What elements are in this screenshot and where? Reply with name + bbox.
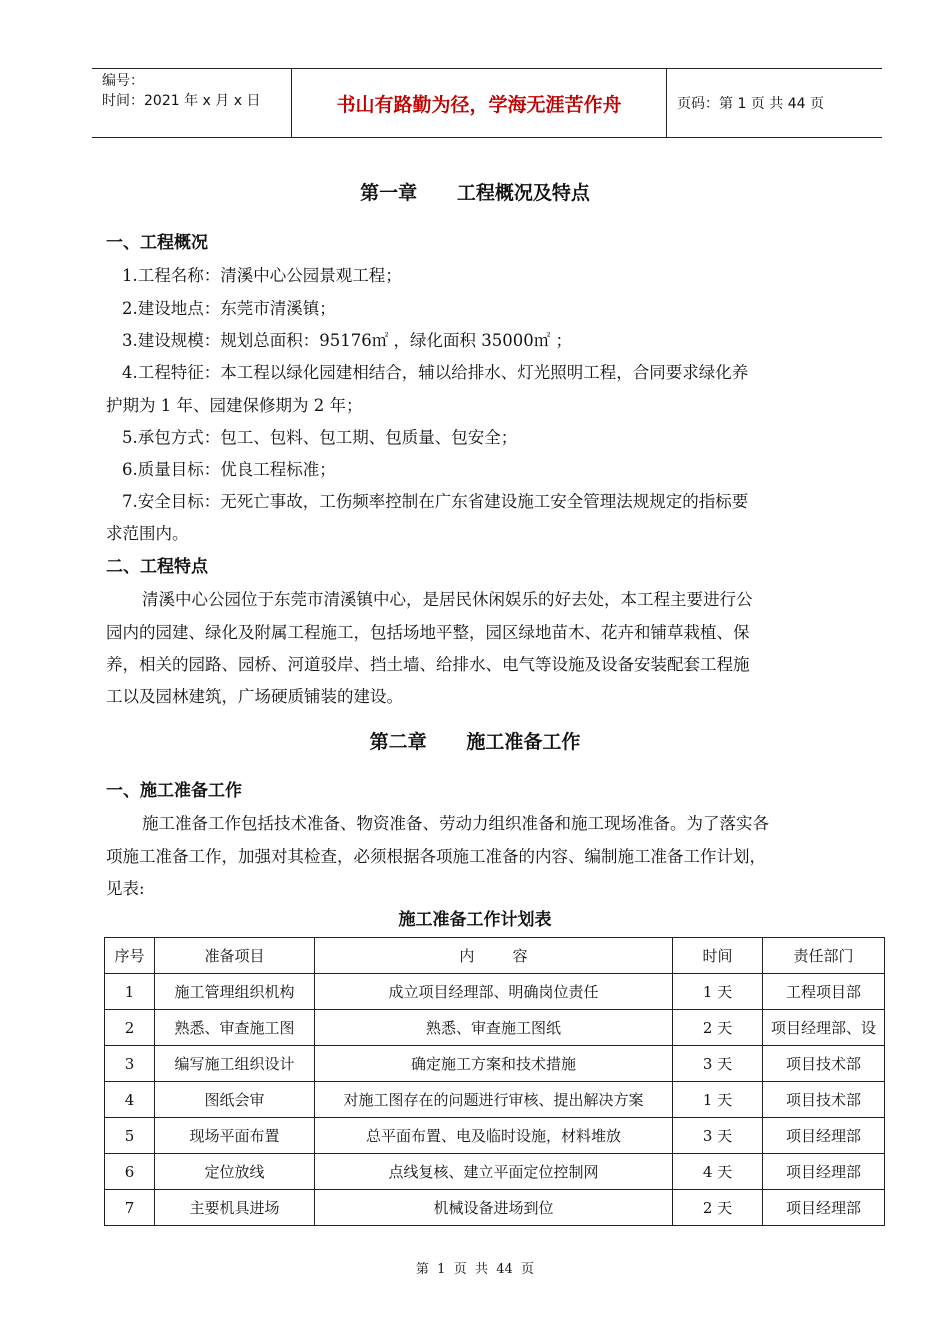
cell-time: 1 天 [673, 974, 763, 1010]
features-line-3: 养，相关的园路、园桥、河道驳岸、挡土墙、给排水、电气等设施及设备安装配套工程施 [106, 655, 750, 674]
table-header-row [105, 938, 885, 974]
cell-content: 机械设备进场到位 [315, 1190, 673, 1226]
overview-item-4: 4.工程特征：本工程以绿化园建相结合，辅以给排水、灯光照明工程，合同要求绿化养 [122, 363, 749, 382]
cell-index: 5 [105, 1118, 155, 1154]
cell-item: 图纸会审 [155, 1082, 315, 1118]
cell-content: 成立项目经理部、明确岗位责任 [315, 974, 673, 1010]
cell-item: 现场平面布置 [155, 1118, 315, 1154]
cell-index: 6 [105, 1154, 155, 1190]
overview-item-7: 7.安全目标：无死亡事故，工伤频率控制在广东省建设施工安全管理法规规定的指标要 [122, 492, 749, 511]
features-line-2: 园内的园建、绿化及附属工程施工，包括场地平整，园区绿地苗木、花卉和铺草栽植、保 [106, 623, 750, 642]
cell-content: 确定施工方案和技术措施 [315, 1046, 673, 1082]
cell-index: 4 [105, 1082, 155, 1118]
preparation-line-2: 项施工准备工作，加强对其检查，必须根据各项施工准备的内容、编制施工准备工作计划， [106, 847, 766, 866]
overview-item-7-cont: 求范围内。 [106, 524, 189, 543]
features-line-1: 清溪中心公园位于东莞市清溪镇中心，是居民休闲娱乐的好去处，本工程主要进行公 [142, 590, 753, 609]
table-caption: 施工准备工作计划表 [398, 910, 552, 930]
document-time-label: 时间：2021 年 x 月 x 日 [102, 93, 261, 109]
overview-item-3: 3.建设规模：规划总面积：95176㎡ ，绿化面积 35000㎡ ； [122, 331, 572, 350]
header-left-cell [92, 69, 292, 137]
section-heading-preparation: 一、施工准备工作 [106, 781, 242, 801]
cell-department: 工程项目部 [763, 974, 885, 1010]
overview-item-6: 6.质量目标：优良工程标准； [122, 460, 336, 479]
cell-time: 1 天 [673, 1082, 763, 1118]
table-row [105, 974, 885, 1010]
header-cell-index: 序号 [105, 938, 155, 974]
table-row [105, 1118, 885, 1154]
cell-index: 2 [105, 1010, 155, 1046]
chapter-1-title: 第一章 工程概况及特点 [360, 182, 590, 204]
document-number-label: 编号： [102, 73, 144, 89]
cell-item: 熟悉、审查施工图 [155, 1010, 315, 1046]
cell-time: 4 天 [673, 1154, 763, 1190]
cell-index: 7 [105, 1190, 155, 1226]
cell-content: 熟悉、审查施工图纸 [315, 1010, 673, 1046]
cell-index: 1 [105, 974, 155, 1010]
header-cell-item: 准备项目 [155, 938, 315, 974]
chapter-2-title: 第二章 施工准备工作 [369, 731, 581, 753]
cell-content: 总平面布置、电及临时设施，材料堆放 [315, 1118, 673, 1154]
preparation-plan-table [104, 937, 885, 1226]
preparation-line-1: 施工准备工作包括技术准备、物资准备、劳动力组织准备和施工现场准备。为了落实各 [142, 814, 769, 833]
table-row [105, 1190, 885, 1226]
header-page-info: 页码：第 1 页 共 44 页 [677, 96, 824, 112]
page-header [92, 68, 882, 138]
overview-item-1: 1.工程名称：清溪中心公园景观工程； [122, 266, 402, 285]
cell-department: 项目技术部 [763, 1046, 885, 1082]
cell-content: 点线复核、建立平面定位控制网 [315, 1154, 673, 1190]
cell-time: 3 天 [673, 1118, 763, 1154]
overview-item-2: 2.建设地点：东莞市清溪镇； [122, 299, 336, 318]
header-cell-content: 内 容 [315, 938, 673, 974]
features-line-4: 工以及园林建筑，广场硬质铺装的建设。 [106, 687, 403, 706]
table-row [105, 1010, 885, 1046]
table-row [105, 1154, 885, 1190]
cell-item: 定位放线 [155, 1154, 315, 1190]
table-row [105, 1046, 885, 1082]
cell-content: 对施工图存在的问题进行审核、提出解决方案 [315, 1082, 673, 1118]
cell-index: 3 [105, 1046, 155, 1082]
cell-time: 2 天 [673, 1010, 763, 1046]
table-row [105, 1082, 885, 1118]
cell-department: 项目经理部 [763, 1154, 885, 1190]
cell-department: 项目经理部 [763, 1190, 885, 1226]
header-motto: 书山有路勤为径，学海无涯苦作舟 [292, 69, 667, 137]
section-heading-features: 二、工程特点 [106, 557, 208, 577]
cell-time: 2 天 [673, 1190, 763, 1226]
cell-item: 主要机具进场 [155, 1190, 315, 1226]
cell-item: 施工管理组织机构 [155, 974, 315, 1010]
cell-item: 编写施工组织设计 [155, 1046, 315, 1082]
page-footer: 第 1 页 共 44 页 [415, 1262, 535, 1277]
header-cell-department: 责任部门 [763, 938, 885, 974]
cell-department: 项目技术部 [763, 1082, 885, 1118]
preparation-line-3: 见表: [106, 879, 145, 898]
section-heading-overview: 一、工程概况 [106, 233, 208, 253]
overview-item-4-cont: 护期为 1 年、园建保修期为 2 年； [106, 396, 363, 415]
overview-item-5: 5.承包方式：包工、包料、包工期、包质量、包安全； [122, 428, 518, 447]
header-cell-time: 时间 [673, 938, 763, 974]
cell-time: 3 天 [673, 1046, 763, 1082]
cell-department: 项目经理部、设 [763, 1010, 885, 1046]
cell-department: 项目经理部 [763, 1118, 885, 1154]
